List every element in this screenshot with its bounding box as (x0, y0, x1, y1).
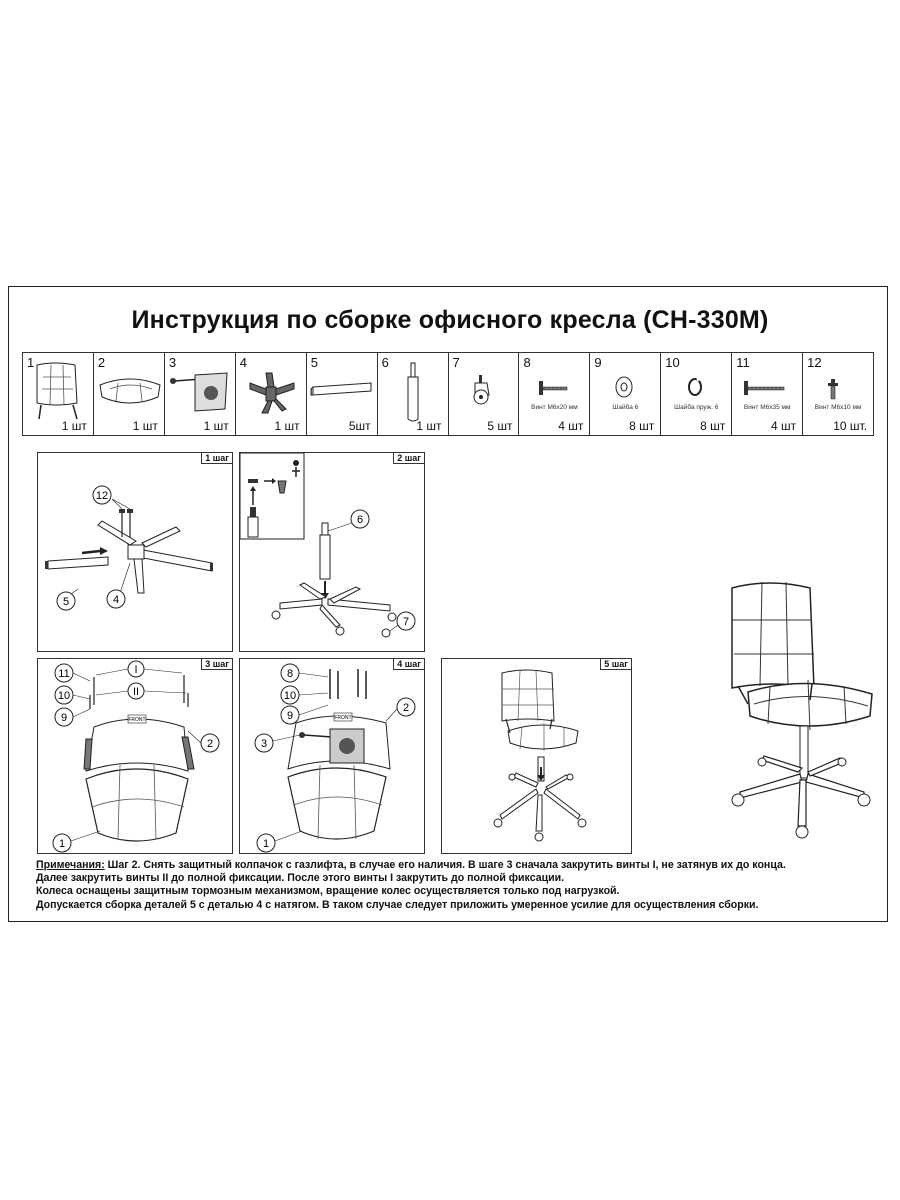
callout-5: 5 (62, 596, 70, 608)
part-qty: 10 шт. (833, 419, 868, 433)
part-qty: 4 шт (771, 419, 797, 433)
part-cell-11 (732, 353, 803, 435)
step-panel-2 (239, 452, 425, 652)
base-assembly-diagram (38, 453, 234, 653)
step-panel-1 (37, 452, 233, 652)
notes-line-4: Допускается сборка деталей 5 с деталью 4 с натягом. В таком случае следует приложить умеренное усилие для осуществления сборки. (36, 898, 759, 911)
part-qty: 1 шт (132, 419, 158, 433)
notes-heading: Примечания: (36, 859, 105, 871)
part-cell-12 (803, 353, 873, 435)
callout-2: 2 (402, 702, 410, 714)
callout-I: I (134, 664, 138, 676)
part-cell-8 (519, 353, 590, 435)
part-qty: 1 шт (274, 419, 300, 433)
part-label: Шайба пруж. 6 (674, 404, 719, 411)
part-qty: 5 шт (487, 419, 513, 433)
part-number: 11 (736, 355, 750, 370)
part-cell-6 (378, 353, 449, 435)
part-qty: 1 шт (416, 419, 442, 433)
part-number: 6 (381, 355, 389, 370)
callout-10: 10 (283, 690, 297, 702)
callout-1: 1 (262, 838, 270, 850)
front-label: FRONT (334, 715, 352, 721)
part-number: 5 (310, 355, 318, 370)
part-cell-9 (590, 353, 661, 435)
notes-line-2: Далее закрутить винты II до полной фиксации. После этого винты I закрутить до полной фиксации. (36, 872, 565, 885)
step-label: 2 шаг (393, 453, 424, 464)
part-cell-5 (307, 353, 378, 435)
part-label: Шайба 6 (612, 404, 639, 411)
part-qty: 8 шт (700, 419, 726, 433)
part-number: 7 (452, 355, 460, 370)
part-label: Винт М6х35 мм (743, 404, 791, 411)
page-title: Инструкция по сборке офисного кресла (CH-330M) (131, 306, 769, 334)
notes-line-1: Шаг 2. Снять защитный колпачок с газлифта, в случае его наличия. В шаге 3 сначала закрутить винты I, не затянув их до конца. (104, 859, 786, 871)
part-cell-2 (94, 353, 165, 435)
part-qty: 1 шт (61, 419, 87, 433)
part-qty: 4 шт (558, 419, 584, 433)
part-label: Винт М6х20 мм (531, 404, 578, 411)
gaslift-casters-diagram (240, 453, 426, 653)
callout-9: 9 (60, 712, 68, 724)
step-panel-4 (239, 658, 425, 854)
callout-2: 2 (206, 738, 214, 750)
callout-8: 8 (286, 668, 294, 680)
front-label: FRONT (128, 717, 146, 723)
part-number: 2 (97, 355, 106, 370)
part-number: 1 (27, 355, 35, 370)
part-qty: 5шт (348, 419, 371, 433)
part-qty: 8 шт (629, 419, 655, 433)
part-number: 3 (168, 355, 177, 370)
step-label: 3 шаг (201, 659, 232, 670)
callout-7: 7 (402, 616, 410, 628)
callout-11: 11 (58, 668, 70, 680)
callout-3: 3 (260, 738, 268, 750)
callout-6: 6 (356, 514, 364, 526)
step-label: 4 шаг (393, 659, 424, 670)
step-panel-5 (441, 658, 632, 854)
part-qty: 1 шт (203, 419, 229, 433)
callout-12: 12 (95, 490, 109, 502)
callout-1: 1 (58, 838, 66, 850)
notes-line-3: Колеса оснащены защитным тормозным механизмом, вращение колес осуществляется только под нагрузкой. (36, 885, 620, 898)
parts-table (22, 352, 874, 436)
seat-back-assembly-diagram-3 (38, 659, 234, 855)
part-cell-4 (236, 353, 307, 435)
part-cell-1 (23, 353, 94, 435)
part-number: 8 (523, 355, 531, 370)
part-number: 4 (239, 355, 247, 370)
part-cell-3 (165, 353, 236, 435)
part-number: 10 (665, 355, 680, 370)
step-label: 1 шаг (201, 453, 232, 464)
callout-9: 9 (286, 710, 294, 722)
part-number: 12 (807, 355, 822, 370)
callout-4: 4 (112, 594, 120, 606)
part-cell-7 (449, 353, 520, 435)
mechanism-assembly-diagram (240, 659, 426, 855)
final-assembly-diagram (442, 659, 633, 855)
part-cell-10 (661, 353, 732, 435)
callout-10: 10 (57, 690, 71, 702)
part-label: Винт М6х10 мм (814, 404, 862, 411)
notes-block (36, 859, 866, 912)
part-number: 9 (594, 355, 602, 370)
step-panel-3 (37, 658, 233, 854)
step-label: 5 шаг (600, 659, 631, 670)
callout-II: II (132, 686, 140, 698)
assembled-chair-illustration (718, 576, 888, 846)
